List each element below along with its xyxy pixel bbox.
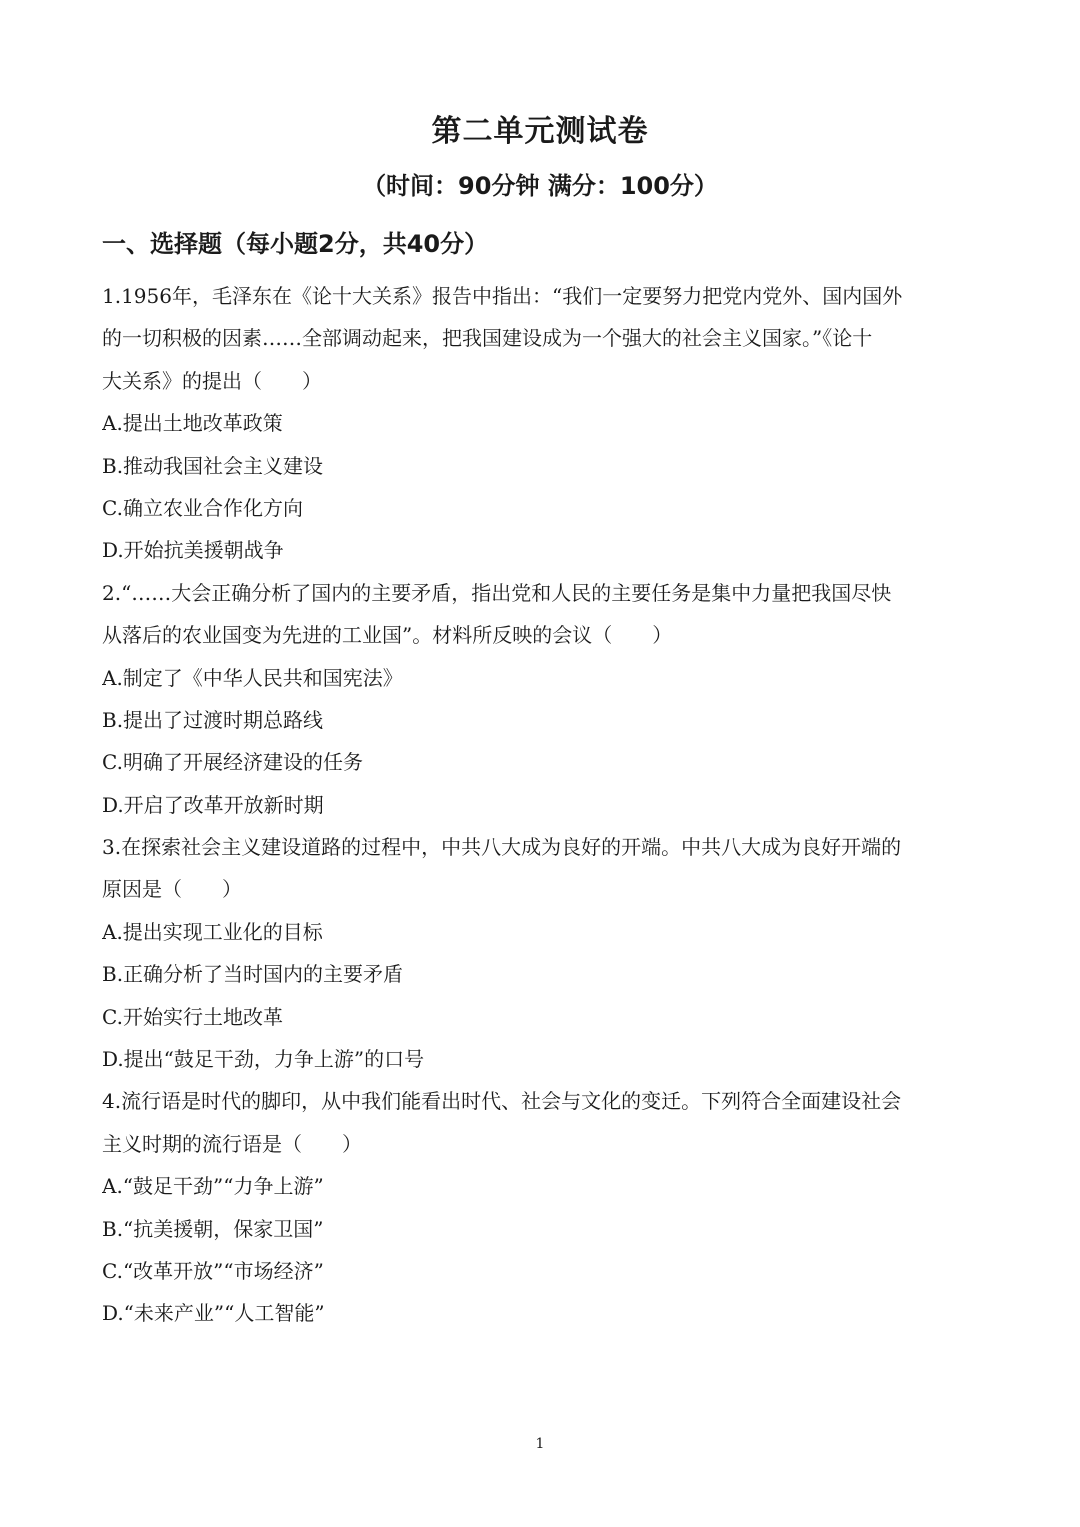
text-line: C.明确了开展经济建设的任务 bbox=[102, 750, 363, 775]
section-heading: 一、选择题（每小题2分，共40分） bbox=[102, 230, 489, 258]
text-line: C.开始实行土地改革 bbox=[102, 1004, 283, 1029]
question-body bbox=[102, 275, 982, 1335]
text-line: 4.流行语是时代的脚印，从中我们能看出时代、社会与文化的变迁。下列符合全面建设社会 bbox=[102, 1089, 902, 1114]
text-line: B.正确分析了当时国内的主要矛盾 bbox=[102, 962, 404, 987]
text-line: 3.在探索社会主义建设道路的过程中，中共八大成为良好的开端。中共八大成为良好开端的 bbox=[102, 835, 902, 860]
text-line: B.推动我国社会主义建设 bbox=[102, 453, 324, 478]
text-line: A.提出实现工业化的目标 bbox=[102, 919, 323, 944]
text-line: 从落后的农业国变为先进的工业国”。材料所反映的会议（ ） bbox=[102, 623, 673, 648]
text-line: 1.1956年，毛泽东在《论十大关系》报告中指出：“我们一定要努力把党内党外、国内国外 bbox=[102, 284, 903, 308]
text-line: D.开启了改革开放新时期 bbox=[102, 792, 324, 817]
text-line: D.提出“鼓足干劲，力争上游”的口号 bbox=[102, 1047, 425, 1072]
page-title: 第二单元测试卷 bbox=[431, 114, 649, 149]
text-line: B.提出了过渡时期总路线 bbox=[102, 707, 324, 732]
page-subtitle: （时间：90分钟 满分：100分） bbox=[362, 172, 718, 200]
text-line: 的一切积极的因素……全部调动起来，把我国建设成为一个强大的社会主义国家。”《论十 bbox=[102, 326, 873, 351]
text-line: A.提出土地改革政策 bbox=[102, 411, 283, 436]
text-line: A.制定了《中华人民共和国宪法》 bbox=[102, 665, 403, 690]
text-line: 2.“……大会正确分析了国内的主要矛盾，指出党和人民的主要任务是集中力量把我国尽快 bbox=[102, 580, 892, 605]
text-line: D.“未来产业”“人工智能” bbox=[102, 1301, 325, 1326]
text-line: D.开始抗美援朝战争 bbox=[102, 538, 284, 563]
text-line: A.“鼓足干劲”“力争上游” bbox=[102, 1174, 324, 1199]
text-line: 原因是（ ） bbox=[102, 877, 242, 902]
page-number: 1 bbox=[535, 1436, 545, 1452]
text-line: C.“改革开放”“市场经济” bbox=[102, 1258, 324, 1283]
text-line: 主义时期的流行语是（ ） bbox=[102, 1131, 362, 1156]
text-line: 大关系》的提出（ ） bbox=[102, 368, 322, 393]
text-line: B.“抗美援朝，保家卫国” bbox=[102, 1216, 324, 1241]
text-line: C.确立农业合作化方向 bbox=[102, 495, 303, 520]
